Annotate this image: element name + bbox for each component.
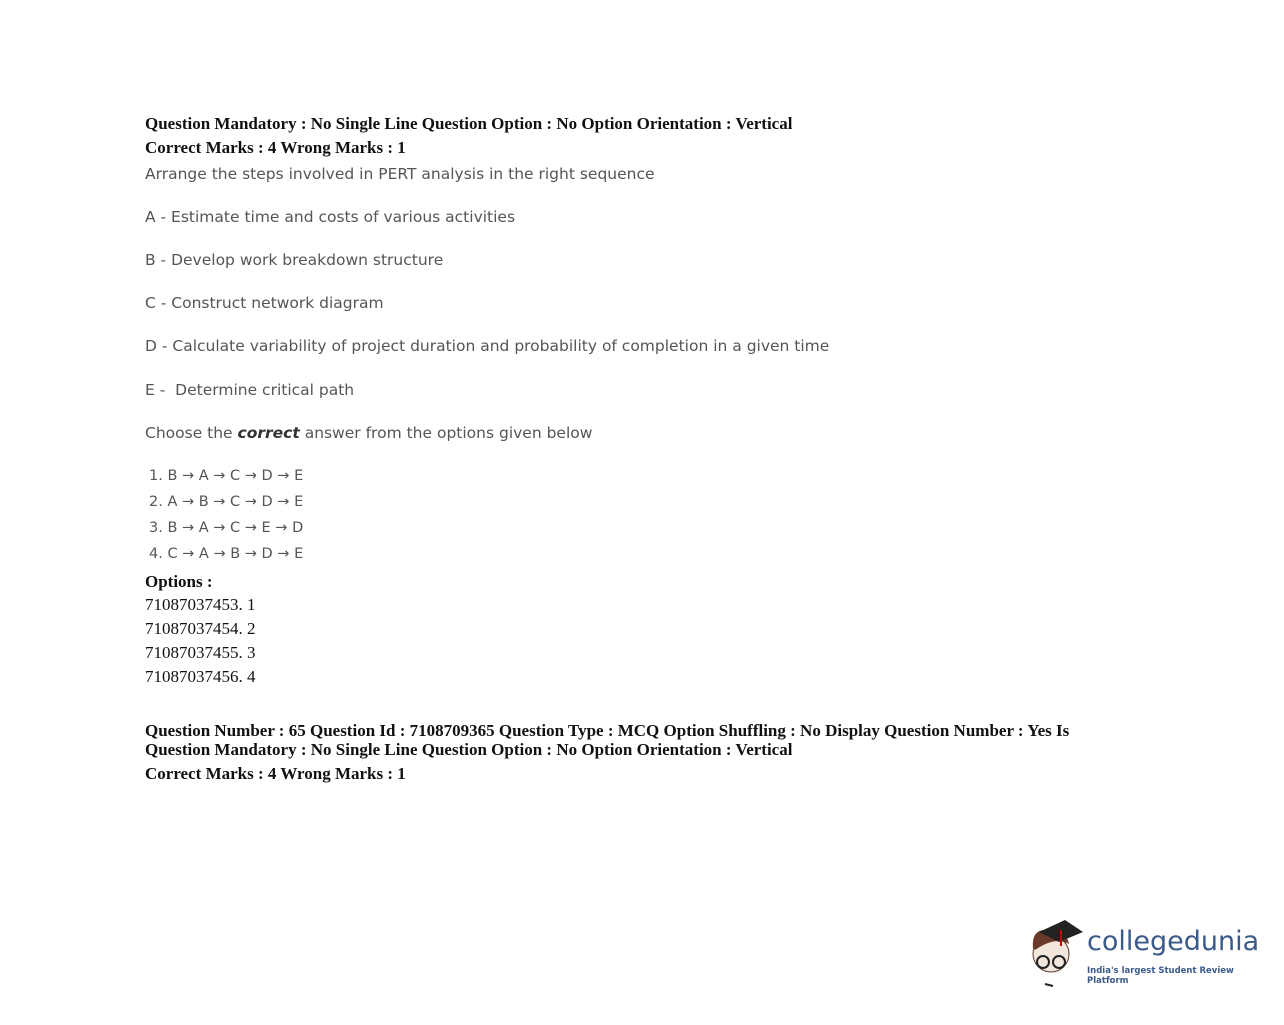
- brand-tagline: India's largest Student Review Platform: [1087, 966, 1234, 986]
- question-marks: Correct Marks : 4 Wrong Marks : 1: [145, 138, 406, 157]
- answer-3: 3. B → A → C → E → D: [149, 520, 304, 536]
- option-1: 71087037453. 1: [145, 595, 256, 614]
- item-a: A - Estimate time and costs of various activities: [145, 208, 516, 226]
- question-stem: Arrange the steps involved in PERT analysis in the right sequence: [145, 165, 655, 183]
- choose-post: answer from the options given below: [299, 424, 593, 442]
- answer-1: 1. B → A → C → D → E: [149, 468, 304, 484]
- option-2: 71087037454. 2: [145, 619, 256, 638]
- choose-instruction: [145, 424, 592, 442]
- question-65-meta: Question Number : 65 Question Id : 7108709365 Question Type : MCQ Option Shuffling : No Display Question Number : Yes Is: [145, 721, 1070, 740]
- brand-name: collegedunia: [1087, 926, 1260, 957]
- choose-pre: Choose the: [145, 424, 238, 442]
- question-65-marks: Correct Marks : 4 Wrong Marks : 1: [145, 764, 406, 783]
- item-e: E - Determine critical path: [145, 381, 355, 399]
- answer-4: 4. C → A → B → D → E: [149, 546, 304, 562]
- item-c: C - Construct network diagram: [145, 294, 384, 312]
- options-label: Options :: [145, 572, 213, 591]
- option-4: 71087037456. 4: [145, 667, 256, 686]
- answer-2: 2. A → B → C → D → E: [149, 494, 304, 510]
- collegedunia-logo: [1025, 918, 1260, 988]
- question-65-meta2: Question Mandatory : No Single Line Question Option : No Option Orientation : Vertical: [145, 740, 793, 759]
- choose-bold: correct: [237, 424, 300, 442]
- question-meta: Question Mandatory : No Single Line Question Option : No Option Orientation : Vertical: [145, 114, 793, 133]
- mascot-icon: [1025, 918, 1087, 988]
- item-d: D - Calculate variability of project duration and probability of completion in a given time: [145, 337, 830, 355]
- item-b: B - Develop work breakdown structure: [145, 251, 444, 269]
- option-3: 71087037455. 3: [145, 643, 256, 662]
